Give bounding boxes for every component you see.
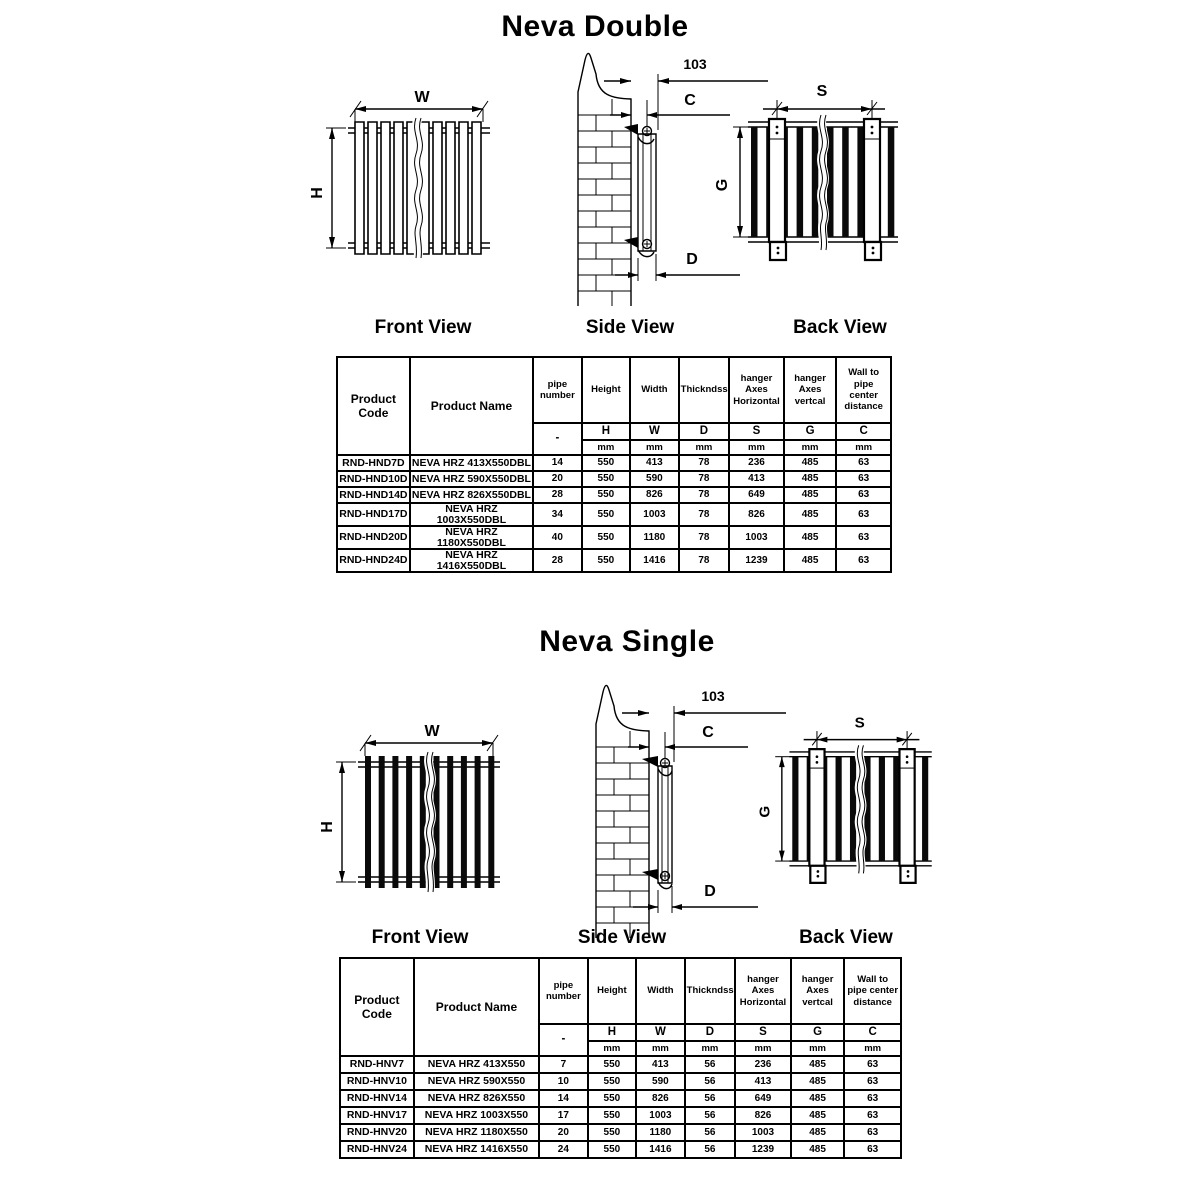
symbol-cell: - bbox=[533, 423, 582, 455]
value-cell: 485 bbox=[791, 1141, 845, 1158]
dim-label-d: D bbox=[704, 883, 716, 900]
dim-label-w: W bbox=[424, 723, 440, 740]
product-name-cell: NEVA HRZ 1180X550 bbox=[414, 1124, 539, 1141]
value-cell: 78 bbox=[679, 471, 730, 487]
value-cell: 826 bbox=[636, 1090, 685, 1107]
value-cell: 550 bbox=[582, 526, 631, 549]
symbol-cell: D bbox=[679, 423, 730, 440]
dim-label-c: C bbox=[702, 724, 714, 741]
value-cell: 826 bbox=[630, 487, 679, 503]
symbol-cell: G bbox=[791, 1024, 845, 1041]
product-code-cell: RND-HNV7 bbox=[340, 1056, 414, 1073]
value-cell: 56 bbox=[685, 1090, 736, 1107]
product-name-cell: NEVA HRZ 826X550 bbox=[414, 1090, 539, 1107]
value-cell: 826 bbox=[729, 503, 784, 526]
radiator-back bbox=[789, 745, 931, 883]
hanger-bracket-right bbox=[864, 119, 881, 260]
value-cell: 550 bbox=[582, 455, 631, 471]
symbol-cell: G bbox=[784, 423, 837, 440]
value-cell: 550 bbox=[588, 1107, 637, 1124]
brick-wall bbox=[596, 685, 649, 938]
col-header: Height bbox=[588, 958, 637, 1024]
value-cell: 56 bbox=[685, 1124, 736, 1141]
value-cell: 63 bbox=[836, 549, 891, 572]
value-cell: 40 bbox=[533, 526, 582, 549]
value-cell: 413 bbox=[630, 455, 679, 471]
section-title: Neva Double bbox=[501, 10, 689, 43]
value-cell: 1416 bbox=[636, 1141, 685, 1158]
value-cell: 1239 bbox=[735, 1141, 791, 1158]
value-cell: 78 bbox=[679, 526, 730, 549]
col-header: Wall to pipe center distance bbox=[844, 958, 901, 1024]
value-cell: 63 bbox=[844, 1141, 901, 1158]
value-cell: 78 bbox=[679, 455, 730, 471]
table-row bbox=[340, 1090, 901, 1107]
value-cell: 63 bbox=[836, 526, 891, 549]
value-cell: 485 bbox=[784, 526, 837, 549]
product-name-cell: NEVA HRZ 590X550DBL bbox=[410, 471, 533, 487]
hanger-bracket-left bbox=[769, 119, 786, 260]
dim-label-d: D bbox=[686, 251, 698, 268]
value-cell: 485 bbox=[791, 1107, 845, 1124]
table-row bbox=[337, 526, 891, 549]
side-view-label: Side View bbox=[577, 927, 667, 948]
value-cell: 56 bbox=[685, 1141, 736, 1158]
value-cell: 485 bbox=[784, 487, 837, 503]
value-cell: 63 bbox=[844, 1090, 901, 1107]
symbol-cell: H bbox=[582, 423, 631, 440]
product-code-cell: RND-HND7D bbox=[337, 455, 410, 471]
product-name-cell: NEVA HRZ 413X550DBL bbox=[410, 455, 533, 471]
table-row bbox=[337, 503, 891, 526]
col-header: Thickndss bbox=[685, 958, 736, 1024]
value-cell: 590 bbox=[630, 471, 679, 487]
value-cell: 590 bbox=[636, 1073, 685, 1090]
table-row bbox=[337, 471, 891, 487]
table-row bbox=[340, 1107, 901, 1124]
value-cell: 17 bbox=[539, 1107, 588, 1124]
unit-cell: mm bbox=[784, 440, 837, 455]
value-cell: 28 bbox=[533, 487, 582, 503]
value-cell: 14 bbox=[539, 1090, 588, 1107]
product-code-cell: RND-HND20D bbox=[337, 526, 410, 549]
dim-label-g: G bbox=[714, 178, 731, 192]
table-row bbox=[340, 1073, 901, 1090]
value-cell: 56 bbox=[685, 1073, 736, 1090]
dim-label-h: H bbox=[309, 187, 326, 199]
col-header: hanger Axes vertcal bbox=[791, 958, 845, 1024]
symbol-cell: W bbox=[630, 423, 679, 440]
value-cell: 550 bbox=[582, 487, 631, 503]
value-cell: 63 bbox=[844, 1056, 901, 1073]
value-cell: 550 bbox=[582, 549, 631, 572]
value-cell: 485 bbox=[791, 1056, 845, 1073]
product-code-cell: RND-HND17D bbox=[337, 503, 410, 526]
symbol-cell: C bbox=[844, 1024, 901, 1041]
radiator-side bbox=[624, 124, 656, 257]
value-cell: 413 bbox=[735, 1073, 791, 1090]
product-code-cell: RND-HND10D bbox=[337, 471, 410, 487]
value-cell: 63 bbox=[844, 1124, 901, 1141]
radiator-side bbox=[642, 756, 672, 889]
symbol-cell: H bbox=[588, 1024, 637, 1041]
value-cell: 1416 bbox=[630, 549, 679, 572]
unit-cell: mm bbox=[685, 1041, 736, 1056]
col-header-product-code: Product Code bbox=[337, 357, 410, 455]
front-view-drawing bbox=[300, 78, 510, 273]
col-header: hanger Axes Horizontal bbox=[729, 357, 784, 423]
dim-label-s: S bbox=[854, 714, 865, 732]
value-cell: 63 bbox=[844, 1073, 901, 1090]
value-cell: 1003 bbox=[630, 503, 679, 526]
col-header: hanger Axes Horizontal bbox=[735, 958, 791, 1024]
value-cell: 1003 bbox=[729, 526, 784, 549]
value-cell: 550 bbox=[588, 1090, 637, 1107]
value-cell: 10 bbox=[539, 1073, 588, 1090]
dim-label-s: S bbox=[816, 83, 828, 100]
value-cell: 485 bbox=[784, 549, 837, 572]
table-row bbox=[337, 549, 891, 572]
value-cell: 78 bbox=[679, 503, 730, 526]
symbol-cell: W bbox=[636, 1024, 685, 1041]
product-name-cell: NEVA HRZ 590X550 bbox=[414, 1073, 539, 1090]
value-cell: 485 bbox=[784, 471, 837, 487]
col-header: Thickndss bbox=[679, 357, 730, 423]
hanger-bracket-right bbox=[899, 749, 915, 883]
col-header: pipe number bbox=[533, 357, 582, 423]
product-name-cell: NEVA HRZ 1003X550DBL bbox=[410, 503, 533, 526]
value-cell: 7 bbox=[539, 1056, 588, 1073]
back-view-drawing bbox=[715, 82, 915, 277]
spec-table-single bbox=[339, 957, 902, 1159]
front-view-drawing bbox=[310, 712, 520, 907]
product-code-cell: RND-HNV24 bbox=[340, 1141, 414, 1158]
value-cell: 236 bbox=[735, 1056, 791, 1073]
product-name-cell: NEVA HRZ 1416X550 bbox=[414, 1141, 539, 1158]
unit-cell: mm bbox=[582, 440, 631, 455]
value-cell: 56 bbox=[685, 1107, 736, 1124]
value-cell: 1003 bbox=[735, 1124, 791, 1141]
value-cell: 78 bbox=[679, 487, 730, 503]
dim-label-103: 103 bbox=[701, 688, 725, 704]
table-row bbox=[340, 1141, 901, 1158]
value-cell: 649 bbox=[729, 487, 784, 503]
radiator-front bbox=[348, 118, 490, 258]
unit-cell: mm bbox=[836, 440, 891, 455]
product-name-cell: NEVA HRZ 413X550 bbox=[414, 1056, 539, 1073]
value-cell: 20 bbox=[539, 1124, 588, 1141]
side-view-label: Side View bbox=[585, 317, 675, 338]
product-name-cell: NEVA HRZ 1416X550DBL bbox=[410, 549, 533, 572]
col-header-product-code: Product Code bbox=[340, 958, 414, 1056]
col-header: pipe number bbox=[539, 958, 588, 1024]
value-cell: 78 bbox=[679, 549, 730, 572]
symbol-cell: - bbox=[539, 1024, 588, 1056]
value-cell: 63 bbox=[836, 487, 891, 503]
value-cell: 63 bbox=[844, 1107, 901, 1124]
back-view-label: Back View bbox=[793, 317, 887, 338]
value-cell: 20 bbox=[533, 471, 582, 487]
product-name-cell: NEVA HRZ 1180X550DBL bbox=[410, 526, 533, 549]
value-cell: 550 bbox=[588, 1056, 637, 1073]
col-header: Width bbox=[630, 357, 679, 423]
value-cell: 550 bbox=[588, 1141, 637, 1158]
value-cell: 1003 bbox=[636, 1107, 685, 1124]
spec-table-double bbox=[336, 356, 892, 573]
value-cell: 24 bbox=[539, 1141, 588, 1158]
section-title: Neva Single bbox=[539, 625, 715, 658]
value-cell: 550 bbox=[582, 471, 631, 487]
hanger-bracket-left bbox=[809, 749, 825, 883]
back-view-drawing bbox=[758, 714, 948, 899]
radiator-front bbox=[358, 752, 500, 892]
table-row bbox=[340, 1124, 901, 1141]
value-cell: 236 bbox=[729, 455, 784, 471]
symbol-cell: S bbox=[735, 1024, 791, 1041]
unit-cell: mm bbox=[844, 1041, 901, 1056]
table-row bbox=[337, 487, 891, 503]
value-cell: 1180 bbox=[630, 526, 679, 549]
value-cell: 1180 bbox=[636, 1124, 685, 1141]
value-cell: 485 bbox=[791, 1124, 845, 1141]
value-cell: 413 bbox=[636, 1056, 685, 1073]
value-cell: 550 bbox=[588, 1124, 637, 1141]
value-cell: 63 bbox=[836, 503, 891, 526]
product-code-cell: RND-HNV14 bbox=[340, 1090, 414, 1107]
brick-wall bbox=[578, 53, 631, 306]
top-bracket bbox=[642, 756, 658, 767]
dim-label-103: 103 bbox=[683, 56, 707, 72]
product-code-cell: RND-HNV10 bbox=[340, 1073, 414, 1090]
value-cell: 1239 bbox=[729, 549, 784, 572]
value-cell: 28 bbox=[533, 549, 582, 572]
value-cell: 485 bbox=[791, 1073, 845, 1090]
col-header-product-name: Product Name bbox=[414, 958, 539, 1056]
table-row bbox=[337, 455, 891, 471]
value-cell: 649 bbox=[735, 1090, 791, 1107]
radiator-back bbox=[748, 115, 898, 260]
symbol-cell: D bbox=[685, 1024, 736, 1041]
col-header: Wall to pipe center distance bbox=[836, 357, 891, 423]
dim-label-g: G bbox=[756, 805, 774, 818]
product-name-cell: NEVA HRZ 826X550DBL bbox=[410, 487, 533, 503]
value-cell: 63 bbox=[836, 455, 891, 471]
dim-label-w: W bbox=[414, 89, 430, 106]
unit-cell: mm bbox=[588, 1041, 637, 1056]
symbol-cell: C bbox=[836, 423, 891, 440]
symbol-cell: S bbox=[729, 423, 784, 440]
dim-label-c: C bbox=[684, 92, 696, 109]
table-row bbox=[340, 1056, 901, 1073]
front-view-label: Front View bbox=[371, 927, 469, 948]
value-cell: 56 bbox=[685, 1056, 736, 1073]
product-name-cell: NEVA HRZ 1003X550 bbox=[414, 1107, 539, 1124]
value-cell: 485 bbox=[784, 503, 837, 526]
unit-cell: mm bbox=[735, 1041, 791, 1056]
value-cell: 63 bbox=[836, 471, 891, 487]
col-header: hanger Axes vertcal bbox=[784, 357, 837, 423]
col-header-product-name: Product Name bbox=[410, 357, 533, 455]
product-code-cell: RND-HND14D bbox=[337, 487, 410, 503]
unit-cell: mm bbox=[630, 440, 679, 455]
value-cell: 550 bbox=[588, 1073, 637, 1090]
dim-label-h: H bbox=[319, 821, 336, 833]
value-cell: 34 bbox=[533, 503, 582, 526]
unit-cell: mm bbox=[679, 440, 730, 455]
product-code-cell: RND-HND24D bbox=[337, 549, 410, 572]
product-code-cell: RND-HNV17 bbox=[340, 1107, 414, 1124]
value-cell: 413 bbox=[729, 471, 784, 487]
value-cell: 485 bbox=[791, 1090, 845, 1107]
front-view-label: Front View bbox=[374, 317, 472, 338]
value-cell: 14 bbox=[533, 455, 582, 471]
unit-cell: mm bbox=[791, 1041, 845, 1056]
back-view-label: Back View bbox=[799, 927, 893, 948]
unit-cell: mm bbox=[729, 440, 784, 455]
value-cell: 550 bbox=[582, 503, 631, 526]
value-cell: 826 bbox=[735, 1107, 791, 1124]
unit-cell: mm bbox=[636, 1041, 685, 1056]
col-header: Width bbox=[636, 958, 685, 1024]
product-code-cell: RND-HNV20 bbox=[340, 1124, 414, 1141]
value-cell: 485 bbox=[784, 455, 837, 471]
col-header: Height bbox=[582, 357, 631, 423]
